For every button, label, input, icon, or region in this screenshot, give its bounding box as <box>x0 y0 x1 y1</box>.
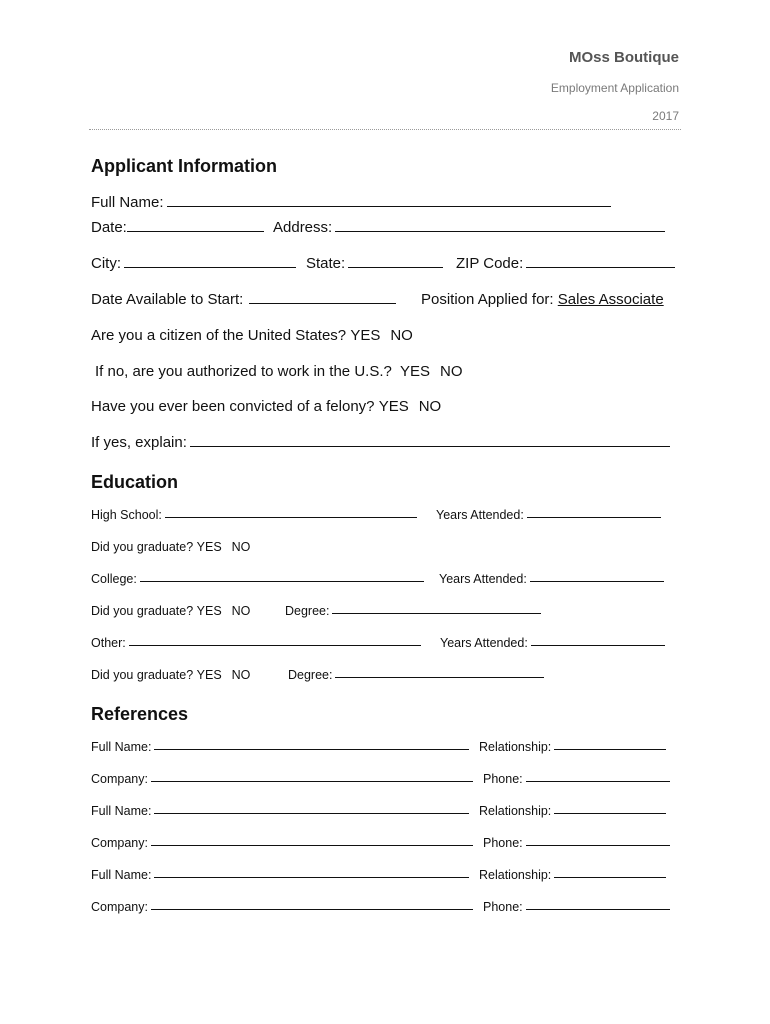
college-graduate-row <box>91 604 681 628</box>
citizen-yes-option[interactable]: YES <box>350 327 381 344</box>
reference-1-company-row <box>91 772 681 796</box>
reference-1-name-field[interactable] <box>154 748 469 750</box>
citizen-question-row <box>91 327 681 351</box>
college-no-option[interactable]: NO <box>231 604 251 618</box>
education-section-heading: Education <box>91 472 179 492</box>
citizen-question: Are you a citizen of the United States? <box>91 327 347 344</box>
reference-2-phone-field[interactable] <box>526 844 670 846</box>
reference-3-name-label: Full Name: <box>91 868 152 882</box>
reference-2-company-label: Company: <box>91 836 148 850</box>
other-years-field[interactable] <box>531 644 665 646</box>
high-school-label: High School: <box>91 508 162 522</box>
reference-3-phone-field[interactable] <box>526 908 670 910</box>
position-label: Position Applied for: <box>421 291 554 308</box>
college-years-field[interactable] <box>530 580 664 582</box>
reference-2-company-row <box>91 836 681 860</box>
other-years-label: Years Attended: <box>440 636 528 650</box>
availability-position-row <box>91 291 681 315</box>
full-name-label: Full Name: <box>91 194 164 211</box>
reference-3-company-field[interactable] <box>151 908 473 910</box>
college-yes-option[interactable]: YES <box>196 604 222 618</box>
reference-3-phone-label: Phone: <box>483 900 523 914</box>
college-row <box>91 572 681 596</box>
reference-1-phone-field[interactable] <box>526 780 670 782</box>
authorized-question: If no, are you authorized to work in the U.S.? <box>95 363 392 380</box>
high-school-no-option[interactable]: NO <box>231 540 251 554</box>
reference-3-relationship-label: Relationship: <box>479 868 552 882</box>
high-school-years-label: Years Attended: <box>436 508 524 522</box>
city-label: City: <box>91 255 121 272</box>
reference-2-relationship-label: Relationship: <box>479 804 552 818</box>
authorized-yes-option[interactable]: YES <box>400 363 431 380</box>
reference-3-name-field[interactable] <box>154 876 469 878</box>
college-years-label: Years Attended: <box>439 572 527 586</box>
high-school-yes-option[interactable]: YES <box>196 540 222 554</box>
state-field[interactable] <box>348 266 443 268</box>
reference-1-name-label: Full Name: <box>91 740 152 754</box>
reference-2-name-field[interactable] <box>154 812 469 814</box>
document-subtitle: Employment Application <box>550 81 679 95</box>
reference-1-phone-label: Phone: <box>483 772 523 786</box>
other-row <box>91 636 681 660</box>
city-state-zip-row <box>91 255 681 279</box>
address-label: Address: <box>273 219 333 236</box>
high-school-graduate-row <box>91 540 681 564</box>
reference-1-relationship-field[interactable] <box>554 748 666 750</box>
high-school-row <box>91 508 681 532</box>
zip-code-label: ZIP Code: <box>456 255 524 272</box>
other-degree-label: Degree: <box>288 668 333 682</box>
explain-field[interactable] <box>190 445 670 447</box>
city-field[interactable] <box>124 266 296 268</box>
college-degree-label: Degree: <box>285 604 330 618</box>
explain-label: If yes, explain: <box>91 434 187 451</box>
reference-2-name-label: Full Name: <box>91 804 152 818</box>
authorized-question-row <box>91 363 681 387</box>
full-name-field[interactable] <box>167 205 611 207</box>
college-graduate-question: Did you graduate? <box>91 604 194 618</box>
reference-3-relationship-field[interactable] <box>554 876 666 878</box>
high-school-years-field[interactable] <box>527 516 661 518</box>
other-graduate-row <box>91 668 681 692</box>
date-available-label: Date Available to Start: <box>91 291 244 308</box>
reference-2-name-row <box>91 804 681 828</box>
high-school-field[interactable] <box>165 516 417 518</box>
references-section-heading: References <box>91 704 189 724</box>
reference-2-company-field[interactable] <box>151 844 473 846</box>
other-yes-option[interactable]: YES <box>196 668 222 682</box>
document-year: 2017 <box>652 109 679 123</box>
reference-1-company-field[interactable] <box>151 780 473 782</box>
header-divider <box>89 129 681 130</box>
felony-yes-option[interactable]: YES <box>378 398 409 415</box>
date-label: Date: <box>91 219 127 236</box>
date-field[interactable] <box>127 230 264 232</box>
reference-1-name-row <box>91 740 681 764</box>
explain-row <box>91 434 681 458</box>
college-degree-field[interactable] <box>332 612 541 614</box>
authorized-no-option[interactable]: NO <box>440 363 463 380</box>
college-label: College: <box>91 572 137 586</box>
other-label: Other: <box>91 636 126 650</box>
full-name-row <box>91 194 681 218</box>
reference-3-company-label: Company: <box>91 900 148 914</box>
date-available-field[interactable] <box>249 302 396 304</box>
applicant-section-heading: Applicant Information <box>91 156 277 176</box>
reference-1-company-label: Company: <box>91 772 148 786</box>
citizen-no-option[interactable]: NO <box>390 327 413 344</box>
reference-2-phone-label: Phone: <box>483 836 523 850</box>
date-address-row <box>91 219 681 243</box>
reference-1-relationship-label: Relationship: <box>479 740 552 754</box>
other-no-option[interactable]: NO <box>231 668 251 682</box>
other-graduate-question: Did you graduate? <box>91 668 194 682</box>
felony-no-option[interactable]: NO <box>418 398 442 415</box>
position-value: Sales Associate <box>557 291 664 308</box>
address-field[interactable] <box>335 230 665 232</box>
zip-code-field[interactable] <box>526 266 675 268</box>
other-field[interactable] <box>129 644 421 646</box>
high-school-graduate-question: Did you graduate? <box>91 540 194 554</box>
felony-question-row <box>91 398 681 422</box>
college-field[interactable] <box>140 580 424 582</box>
other-degree-field[interactable] <box>335 676 544 678</box>
reference-2-relationship-field[interactable] <box>554 812 666 814</box>
reference-3-name-row <box>91 868 681 892</box>
company-name: MOss Boutique <box>568 49 679 66</box>
felony-question: Have you ever been convicted of a felony? <box>91 398 375 415</box>
reference-3-company-row <box>91 900 681 924</box>
state-label: State: <box>306 255 346 272</box>
